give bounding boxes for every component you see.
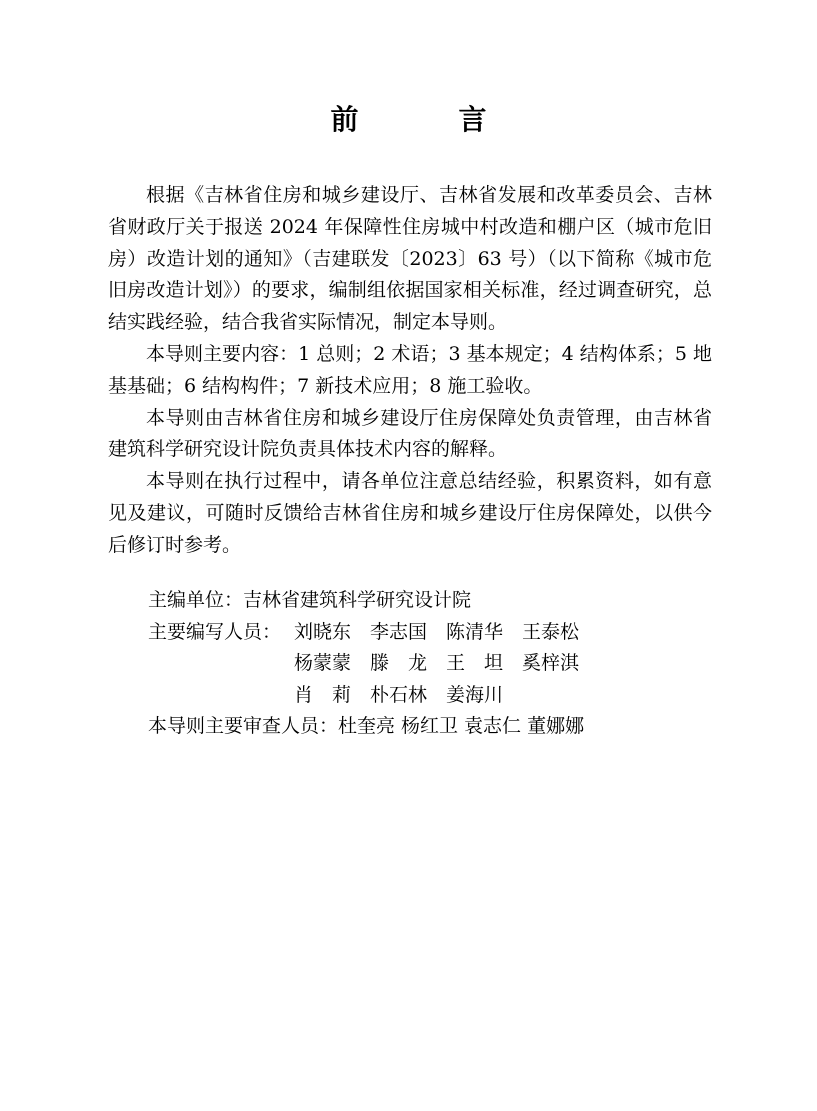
editors-row (294, 648, 598, 680)
chief-unit-name: 吉林省建筑科学研究设计院 (243, 589, 472, 611)
editors-block (148, 617, 748, 712)
chief-unit-line (148, 585, 748, 617)
editors-list (294, 617, 598, 712)
editors-label: 主要编写人员： (148, 620, 282, 643)
preface-body (108, 180, 712, 562)
reviewer-name: 袁志仁 (464, 715, 522, 737)
reviewer-name: 董娜娜 (527, 715, 585, 737)
editor-name: 朴石林 (370, 683, 428, 706)
reviewers-label: 本导则主要审查人员： (148, 715, 339, 737)
editor-name: 刘晓东 (294, 620, 352, 643)
chief-unit-label: 主编单位： (148, 589, 244, 611)
editor-name: 奚梓淇 (522, 652, 580, 674)
editor-name: 姜海川 (446, 683, 504, 706)
editor-name: 王泰松 (522, 620, 580, 643)
editor-name: 杨蒙蒙 (294, 652, 352, 674)
editor-name: 王 坦 (446, 652, 504, 674)
reviewer-name: 杜奎亮 (338, 715, 396, 737)
reviewers-line (148, 711, 748, 743)
paragraph-contents: 本导则主要内容：1 总则；2 术语；3 基本规定；4 结构体系；5 地基基础；6 结构构件；7 新技术应用；8 施工验收。 (108, 342, 712, 397)
editor-name: 陈清华 (446, 620, 504, 643)
editors-row (294, 617, 598, 649)
editors-row (294, 680, 598, 712)
editor-name: 李志国 (370, 620, 428, 643)
reviewer-name: 杨红卫 (401, 715, 459, 737)
editor-name: 肖 莉 (294, 683, 352, 706)
editor-name: 滕 龙 (370, 652, 428, 674)
paragraph-management: 本导则由吉林省住房和城乡建设厅住房保障处负责管理，由吉林省建筑科学研究设计院负责具体技术内容的解释。 (108, 406, 712, 461)
paragraph-feedback: 本导则在执行过程中，请各单位注意总结经验，积累资料，如有意见及建议，可随时反馈给吉林省住房和城乡建设厅住房保障处，以供今后修订时参考。 (108, 470, 712, 556)
credits-section (148, 585, 748, 743)
paragraph-basis: 根据《吉林省住房和城乡建设厅、吉林省发展和改革委员会、吉林省财政厅关于报送 2024 年保障性住房城中村改造和棚户区（城市危旧房）改造计划的通知》（吉建联发〔2023〕63 号）（以下简称《城市危旧房改造计划》）的要求，编制组依据国家相关标准，经过调查研究，总结实践经验，结合我省实际情况，制定本导则。 (108, 184, 712, 334)
page-title: 前 言 (330, 103, 523, 136)
